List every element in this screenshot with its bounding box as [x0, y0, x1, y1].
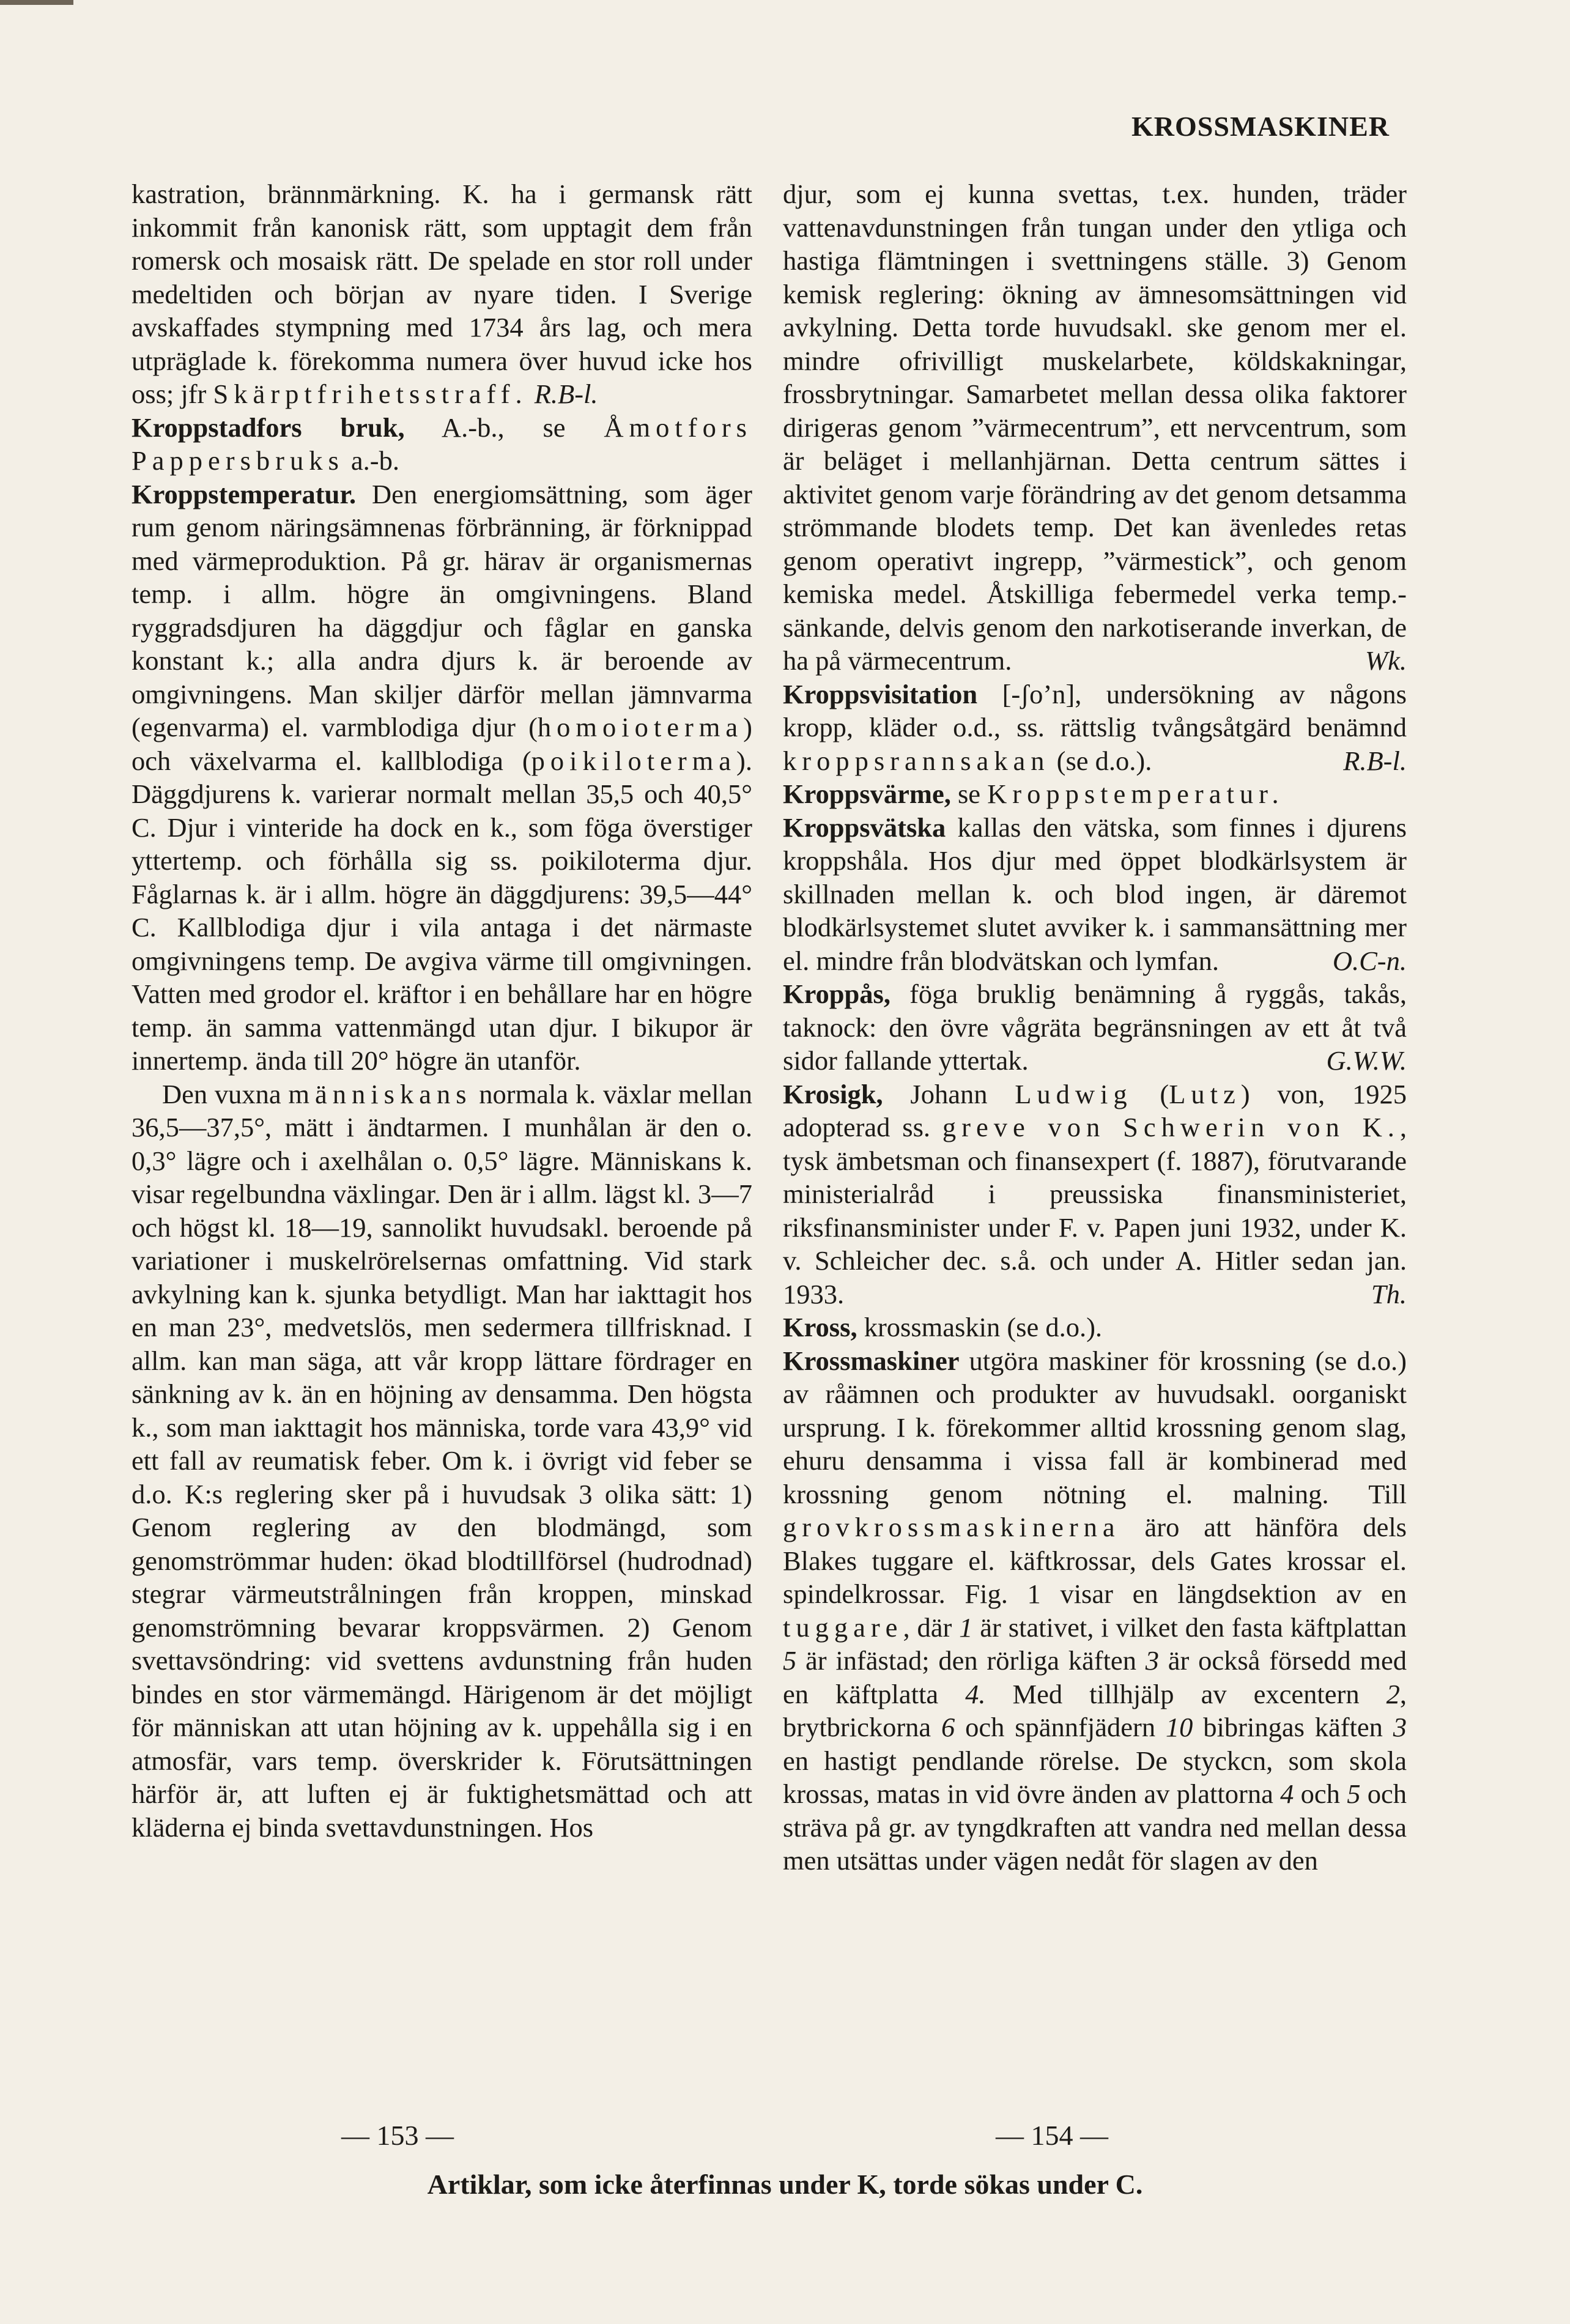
paragraph-text: A.-b., se [404, 412, 604, 443]
headword: Kroppsvätska [783, 812, 946, 843]
paragraph-text: ). Däggdjurens k. varierar normalt mellan 35,5 och 40,5° C. Djur i vinteride ha dock en k., som föga överstiger yttertemp. och förhålla sig ss. poikiloterma djur. Fåglarnas k. är i allm. högre än däggdjurens: 39,5—44° C. Kallblodiga djur i vila antaga i det närmaste omgivningens temp. De avgiva värme till omgivningen. Vatten med grodor el. kräftor i en behållare har en högre temp. än samma vattenmängd utan djur. I bikupor är innertemp. ända till 20° högre än utanför. [131, 745, 752, 1076]
paragraph-text: a.-b. [344, 445, 399, 476]
running-header: KROSSMASKINER [1131, 111, 1390, 142]
article-krossmaskiner [783, 1344, 1407, 1878]
paragraph-text: ( [1132, 1078, 1169, 1109]
article-kroppsvatska [783, 811, 1407, 978]
left-column [131, 177, 752, 1844]
author-signature: R.B-l. [1343, 745, 1407, 776]
article-kroppas [783, 977, 1407, 1078]
right-column [783, 177, 1407, 1878]
headword: Krosigk, [783, 1078, 883, 1109]
page-number-left: — 153 — [341, 2120, 454, 2151]
paragraph-text: krossmaskin (se d.o.). [857, 1312, 1103, 1342]
spaced-term: greve von Schwerin von K. [942, 1112, 1400, 1142]
article-kroppstemperatur-cont [783, 177, 1407, 678]
figure-number: 3 [1393, 1712, 1407, 1742]
paragraph-text: Johann [883, 1078, 1015, 1109]
spaced-term: Lutz [1169, 1078, 1241, 1109]
paragraph-text: , där [903, 1612, 960, 1643]
paragraph-text: (se d.o.). [1050, 745, 1152, 776]
article-kroppstemperatur-humans [131, 1078, 752, 1845]
scan-edge-mark [0, 0, 73, 5]
spaced-term: människans [288, 1078, 472, 1109]
paragraph-text: , tysk ämbetsman och finansexpert (f. 1887), förutvarande ministerialråd i preussiska finansministeriet, riksfinansminister under F. v. Papen juni 1932, under K. v. Schleicher dec. s.å. och under A. Hitler sedan jan. 1933. [783, 1112, 1407, 1309]
paragraph-text: normala k. växlar mellan 36,5—37,5°, mätt i ändtarmen. I munhålan är den o. 0,3° lägre och i axelhålan o. 0,5° lägre. Människans k. visar regelbundna växlingar. Den är i allm. lägst kl. 3—7 och högst kl. 18—19, sannolikt huvudsakl. beroende på variationer i muskelrörelsernas omfattning. Vid stark avkylning kan k. sjunka betydligt. Man har iakttagit hos en man 23°, medvetslös, men sedermera tillfrisknad. I allm. kan man säga, att vår kropp lättare fördrager en sänkning av k. än en höjning av densamma. Den högsta k., som man iakttagit hos människa, torde vara 43,9° vid ett fall av reumatisk feber. Om k. i övrigt vid feber se d.o. K:s reglering sker på i huvudsak 3 olika sätt: 1) Genom reglering av den blodmängd, som genomströmmar huden: ökad blodtillförsel (hudrodnad) stegrar värmeutstrålningen från kroppen, minskad genomströmning bevarar kroppsvärmen. 2) Genom svettavsöndring: vid svettens avdunstning från huden bindes en stor värmemängd. Härigenom är det möjligt för människan att utan höjning av k. uppehålla sig i en atmosfär, vars temp. överskrider k. Förutsättningen härför är, att luften ej är fuktighetsmättad och att kläderna ej binda svettavdunstningen. Hos [131, 1078, 753, 1843]
figure-number: 3 [1145, 1645, 1159, 1676]
author-signature: G.W.W. [1326, 1045, 1407, 1076]
spaced-term: Ludwig [1015, 1078, 1133, 1109]
author-signature: O.C-n. [1332, 945, 1407, 976]
spaced-term: homoioterma [537, 712, 744, 742]
paragraph-text: [-ʃo’n], undersökning av någons kropp, kläder o.d., ss. rättslig tvångsåtgärd benämnd [783, 678, 1407, 742]
figure-number: 6 [941, 1712, 955, 1742]
figure-number: 5 [783, 1645, 797, 1676]
figure-number: 10 [1165, 1712, 1193, 1742]
figure-number: 4. [965, 1678, 986, 1709]
article-kroppstemperatur [131, 478, 752, 1078]
headword: Kroppsvärme, [783, 779, 951, 809]
author-signature: Th. [1371, 1278, 1407, 1309]
article-kross [783, 1311, 1407, 1344]
cross-reference: Skärptfrihetsstraff. [213, 379, 528, 409]
paragraph-text: är också försedd med en käftplatta [783, 1645, 1407, 1709]
figure-number: 5 [1347, 1778, 1361, 1809]
paragraph-text: kastration, brännmärkning. K. ha i germansk rätt inkommit från kanonisk rätt, som upptagit dem från romersk och mosaisk rätt. De spelade en stor roll under medeltiden och början av nyare tiden. I Sverige avskaffades stympning med 1734 års lag, och mera utpräglade k. förekomma numera över huvud icke hos oss; jfr [131, 179, 752, 409]
paragraph-text: och [1294, 1778, 1347, 1809]
cross-reference: Åmotfors Pappersbruks [131, 412, 752, 476]
article-kroppstadfors [131, 411, 752, 478]
author-signature: R.B-l. [534, 379, 598, 409]
paragraph-text: och spännfjädern [955, 1712, 1166, 1742]
paragraph-text: är stativet, i vilket den fasta käftplattan [972, 1612, 1407, 1643]
paragraph-text: , brytbrickorna [783, 1678, 1407, 1742]
spaced-term: grovkrossmaskinerna [783, 1512, 1120, 1542]
article-krosigk [783, 1078, 1407, 1311]
spaced-term: poikiloterma [531, 745, 737, 776]
headword: Kroppås, [783, 979, 891, 1009]
author-signature: Wk. [1365, 645, 1407, 676]
paragraph-text: djur, som ej kunna svettas, t.ex. hunden, träder vattenavdunstningen från tungan under den ytliga och hastiga flämtningen i svettningens ställe. 3) Genom kemisk reglering: ökning av ämnesomsättningen vid avkylning. Detta torde huvudsakl. ske genom mer el. mindre ofrivilligt muskelarbete, köldskakningar, frossbrytningar. Samarbetet mellan dessa olika faktorer dirigeras genom ”värmecentrum”, ett nervcentrum, som är beläget i mellanhjärnan. Detta centrum sättes i aktivitet genom varje förändring av det genom detsamma strömmande blodets temp. Det kan ävenledes retas genom operativt ingrepp, ”värmestick”, och genom kemiska medel. Åtskilliga febermedel verka temp.-sänkande, delvis genom den narkotiserande inverkan, de ha på värmecentrum. [783, 179, 1407, 676]
cross-reference: Kroppstemperatur. [987, 779, 1284, 809]
figure-number: 1 [959, 1612, 973, 1643]
paragraph-text: ) von, 1925 adopterad ss. [783, 1078, 1407, 1142]
paragraph-text: ) och växelvarma el. kallblodiga ( [131, 712, 752, 776]
headword: Krossmaskiner [783, 1345, 960, 1376]
page-number-right: — 154 — [996, 2120, 1108, 2151]
spaced-term: tuggare [783, 1612, 903, 1643]
figure-number: 2 [1386, 1678, 1400, 1709]
headword: Kroppstemperatur. [131, 478, 357, 509]
paragraph-text: bibringas käften [1193, 1712, 1393, 1742]
paragraph-text: föga bruklig benämning å ryggås, takås, taknock: den övre vågräta begränsningen av ett åt två sidor fallande yttertak. [783, 979, 1407, 1076]
paragraph-text: utgöra maskiner för krossning (se d.o.) av råämnen och produkter av huvudsakl. oorganiskt ursprung. I k. förekommer alltid krossning genom slag, ehuru densamma i vissa fall är kombinerad med krossning genom nötning el. malning. Till [783, 1345, 1407, 1509]
figure-number: 4 [1280, 1778, 1294, 1809]
headword: Kroppsvisitation [783, 678, 978, 709]
paragraph-text: äro att hänföra dels Blakes tuggare el. käftkrossar, dels Gates krossar el. spindelkrossar. Fig. 1 visar en längdsektion av en [783, 1512, 1407, 1609]
paragraph-text: och sträva på gr. av tyngdkraften att vandra ned mellan dessa men utsättas under vägen nedåt för slagen av den [783, 1778, 1407, 1876]
paragraph-text: se [950, 779, 988, 809]
article-kroppsvisitation [783, 678, 1407, 778]
paragraph-text: Med tillhjälp av excentern [985, 1678, 1387, 1709]
footer-note: Artiklar, som icke återfinnas under K, torde sökas under C. [427, 2169, 1143, 2200]
paragraph-text: är infästad; den rörliga käften [796, 1645, 1146, 1676]
article-kastration-end [131, 177, 752, 411]
spaced-term: kroppsrannsakan [783, 745, 1050, 776]
paragraph-text: kallas den vätska, som finnes i djurens kroppshåla. Hos djur med öppet blodkärlsystem är skillnaden mellan k. och blod ingen, är däremot blodkärlsystemet slutet avviker k. i sammansättning mer el. mindre från blodvätskan och lymfan. [783, 812, 1407, 976]
article-kroppsvarme [783, 777, 1407, 811]
headword: Kroppstadfors bruk, [131, 412, 405, 443]
paragraph-text: Den energiomsättning, som äger rum genom näringsämnenas förbränning, är förknippad med värmeproduktion. På gr. härav är organismernas temp. i allm. högre än omgivningens. Bland ryggradsdjuren ha däggdjur och fåglar en ganska konstant k.; alla andra djurs k. är beroende av omgivningens. Man skiljer därför mellan jämnvarma (egenvarma) el. varmblodiga djur ( [131, 478, 752, 742]
headword: Kross, [783, 1312, 857, 1342]
paragraph-text: en hastigt pendlande rörelse. De styckcn, som skola krossas, matas in vid övre änden av plattorna [783, 1745, 1407, 1809]
paragraph-text: Den vuxna [162, 1078, 289, 1109]
